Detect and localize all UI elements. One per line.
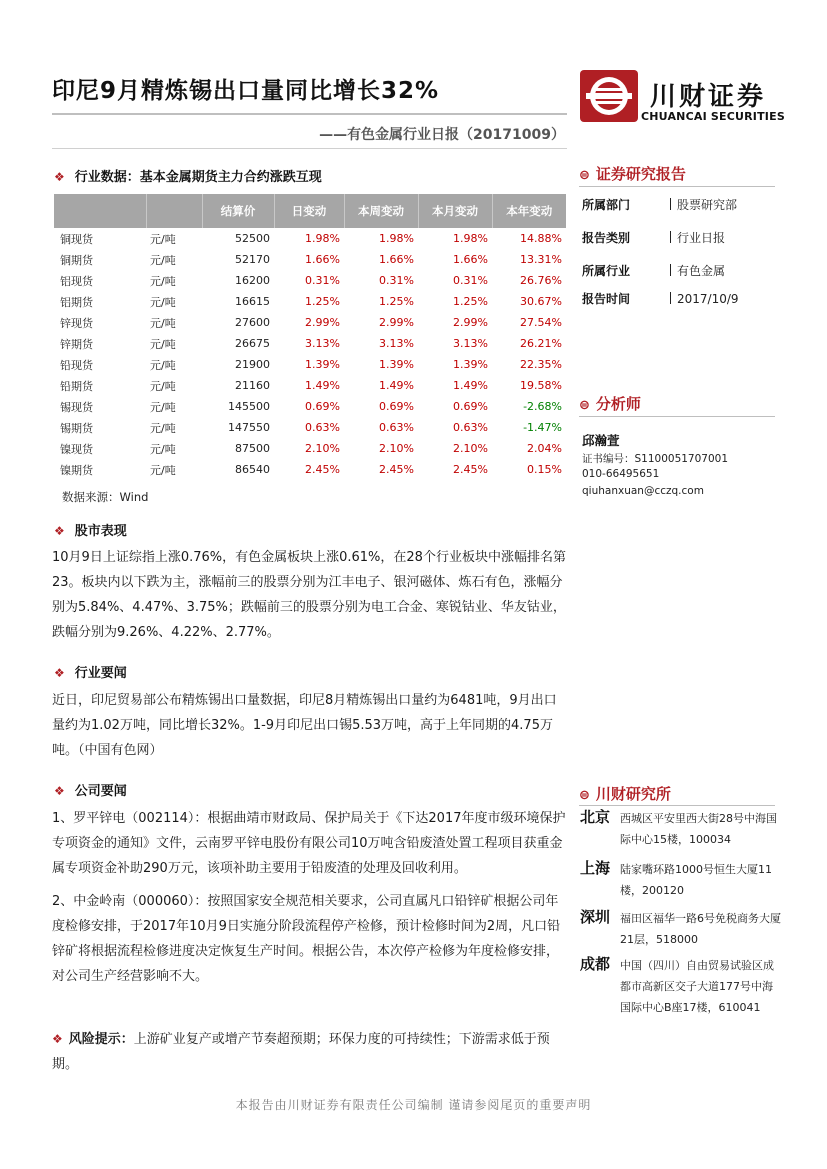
- sidebar-institute-head: [579, 783, 671, 804]
- sidebar-head-label: 川财研究所: [595, 785, 671, 803]
- row-name: 锌现货: [60, 316, 93, 330]
- diamond-bullet-icon: ❖: [54, 524, 65, 538]
- row-day-change: 1.49%: [305, 379, 340, 392]
- row-month-change: 1.66%: [453, 253, 488, 266]
- row-week-change: 0.31%: [379, 274, 414, 287]
- diamond-bullet-icon: ❖: [54, 666, 65, 680]
- row-day-change: 3.13%: [305, 337, 340, 350]
- row-price: 147550: [228, 421, 270, 434]
- row-day-change: 2.10%: [305, 442, 340, 455]
- row-year-change: -2.68%: [523, 400, 562, 413]
- section-title: 行业要闻: [74, 666, 127, 681]
- table-row: [54, 417, 566, 438]
- paragraph-text: 近日，印尼贸易部公布精炼锡出口量数据，印尼8月精炼锡出口量约为6481吨，9月出口量约为1.02万吨，同比增长32%。1-9月印尼出口锡5.53万吨，高于上年同期的4.75万吨。（中国有色网）: [52, 693, 557, 758]
- row-week-change: 1.98%: [379, 232, 414, 245]
- industry-news-paragraph: [52, 688, 567, 767]
- row-day-change: 0.69%: [305, 400, 340, 413]
- row-week-change: 1.49%: [379, 379, 414, 392]
- report-badge-icon: ⊜: [579, 788, 590, 803]
- report-badge-icon: ⊜: [579, 398, 590, 413]
- row-week-change: 0.63%: [379, 421, 414, 434]
- col-header: [54, 194, 146, 228]
- company-news-item: 1、罗平锌电（002114）：根据曲靖市财政局、保护局关于《下达2017年度市级环境保护专项资金的通知》文件，云南罗平锌电股份有限公司10万吨含铅废渣处置工程项目获重金属专项资金补助290万元，该项补助主要用于铅废渣的处理及回收利用。: [52, 811, 566, 876]
- col-header-week: 本周变动: [344, 194, 418, 228]
- table-row: [54, 291, 566, 312]
- row-unit: 元/吨: [150, 421, 176, 435]
- meta-label: 报告类别: [582, 231, 631, 245]
- row-year-change: -1.47%: [523, 421, 562, 434]
- row-price: 52500: [235, 232, 270, 245]
- row-price: 86540: [235, 463, 270, 476]
- row-name: 铅现货: [60, 358, 93, 372]
- row-year-change: 22.35%: [520, 358, 562, 371]
- subtitle-divider: [52, 148, 567, 149]
- col-header-month: 本月变动: [418, 194, 492, 228]
- section-title: 公司要闻: [74, 784, 127, 799]
- meta-label: 报告时间: [582, 292, 631, 306]
- risk-warning: [52, 1027, 567, 1081]
- row-price: 52170: [235, 253, 270, 266]
- table-row: [54, 333, 566, 354]
- row-month-change: 0.63%: [453, 421, 488, 434]
- row-unit: 元/吨: [150, 232, 176, 246]
- row-name: 锡现货: [60, 400, 93, 414]
- row-week-change: 1.25%: [379, 295, 414, 308]
- row-year-change: 26.76%: [520, 274, 562, 287]
- row-month-change: 0.31%: [453, 274, 488, 287]
- row-unit: 元/吨: [150, 442, 176, 456]
- row-name: 铅期货: [60, 379, 93, 393]
- row-price: 21160: [235, 379, 270, 392]
- table-row: [54, 396, 566, 417]
- row-price: 87500: [235, 442, 270, 455]
- office-address: 西城区平安里西大街28号中海国际中心15楼，100034: [620, 812, 777, 846]
- col-header-year: 本年变动: [492, 194, 566, 228]
- office-address: 中国（四川）自由贸易试验区成都市高新区交子大道177号中海国际中心B座17楼，610041: [620, 959, 774, 1014]
- company-news-paragraphs: [52, 806, 567, 993]
- row-name: 锌期货: [60, 337, 93, 351]
- row-day-change: 1.66%: [305, 253, 340, 266]
- row-year-change: 2.04%: [527, 442, 562, 455]
- row-name: 铜期货: [60, 253, 93, 267]
- brand-name-cn: 川财证券: [650, 82, 767, 112]
- section-industry-data: [54, 166, 322, 185]
- page-footer: 本报告由川财证券有限责任公司编制 谨请参阅尾页的重要声明: [235, 1098, 592, 1112]
- row-month-change: 2.10%: [453, 442, 488, 455]
- row-price: 16615: [235, 295, 270, 308]
- meta-label: 所属行业: [582, 264, 631, 278]
- row-unit: 元/吨: [150, 274, 176, 288]
- row-month-change: 1.49%: [453, 379, 488, 392]
- table-row: [54, 312, 566, 333]
- section-stock-market: [54, 520, 127, 539]
- row-month-change: 1.39%: [453, 358, 488, 371]
- row-week-change: 0.69%: [379, 400, 414, 413]
- col-header-day: 日变动: [274, 194, 344, 228]
- row-price: 26675: [235, 337, 270, 350]
- row-unit: 元/吨: [150, 253, 176, 267]
- diamond-bullet-icon: ❖: [54, 784, 65, 798]
- row-name: 铝期货: [60, 295, 93, 309]
- section-label: 行业数据：: [74, 170, 140, 185]
- row-year-change: 27.54%: [520, 316, 562, 329]
- report-title: 印尼9月精炼锡出口量同比增长32%: [52, 78, 440, 104]
- row-unit: 元/吨: [150, 463, 176, 477]
- table-row: [54, 270, 566, 291]
- table-row: [54, 438, 566, 459]
- section-industry-news: [54, 662, 127, 681]
- section-title: 股市表现: [74, 524, 127, 539]
- office-address: 福田区福华一路6号免税商务大厦21层，518000: [620, 912, 781, 946]
- row-name: 铜现货: [60, 232, 93, 246]
- row-week-change: 3.13%: [379, 337, 414, 350]
- sidebar-head-label: 分析师: [595, 395, 641, 413]
- row-year-change: 26.21%: [520, 337, 562, 350]
- table-row: [54, 375, 566, 396]
- row-week-change: 2.10%: [379, 442, 414, 455]
- analyst-phone: 010-66495651: [582, 468, 660, 480]
- sidebar-analyst-head: [579, 393, 641, 414]
- risk-label: 风险提示：: [68, 1032, 134, 1047]
- risk-text: 上游矿业复产或增产节奏超预期；环保力度的可持续性；下游需求低于预期。: [52, 1032, 550, 1072]
- section-company-news: [54, 780, 127, 799]
- col-header: [146, 194, 202, 228]
- stock-market-paragraph: [52, 545, 567, 649]
- row-price: 27600: [235, 316, 270, 329]
- row-year-change: 19.58%: [520, 379, 562, 392]
- row-month-change: 2.45%: [453, 463, 488, 476]
- brand-name-en: CHUANCAI SECURITIES: [641, 110, 785, 123]
- table-row: [54, 459, 566, 480]
- row-year-change: 14.88%: [520, 232, 562, 245]
- meta-value: 股票研究部: [670, 198, 737, 212]
- row-unit: 元/吨: [150, 400, 176, 414]
- data-source: 数据来源：Wind: [62, 490, 149, 504]
- report-badge-icon: ⊜: [579, 168, 590, 183]
- diamond-bullet-icon: ❖: [52, 1032, 63, 1046]
- row-price: 145500: [228, 400, 270, 413]
- row-year-change: 13.31%: [520, 253, 562, 266]
- sidebar-divider: [579, 186, 775, 187]
- row-month-change: 0.69%: [453, 400, 488, 413]
- row-unit: 元/吨: [150, 358, 176, 372]
- row-month-change: 1.98%: [453, 232, 488, 245]
- report-subtitle: ——有色金属行业日报（20171009）: [319, 127, 565, 143]
- office-city: 深圳: [580, 908, 611, 926]
- meta-value: 行业日报: [670, 231, 725, 245]
- table-row: [54, 249, 566, 270]
- row-day-change: 1.25%: [305, 295, 340, 308]
- analyst-name: 邱瀚萱: [582, 433, 620, 448]
- row-day-change: 0.63%: [305, 421, 340, 434]
- office-address: 陆家嘴环路1000号恒生大厦11楼，200120: [620, 863, 772, 897]
- meta-industry: [582, 262, 725, 279]
- sidebar-report-head: [579, 163, 686, 184]
- row-year-change: 0.15%: [527, 463, 562, 476]
- col-header-price: 结算价: [202, 194, 274, 228]
- analyst-cert: 证书编号：S1100051707001: [582, 453, 729, 465]
- row-week-change: 2.99%: [379, 316, 414, 329]
- meta-category: [582, 229, 725, 246]
- analyst-email[interactable]: qiuhanxuan@cczq.com: [582, 485, 704, 497]
- row-month-change: 2.99%: [453, 316, 488, 329]
- row-week-change: 1.39%: [379, 358, 414, 371]
- row-name: 镍现货: [60, 442, 93, 456]
- row-unit: 元/吨: [150, 316, 176, 330]
- office-city: 上海: [580, 859, 611, 877]
- paragraph-text: 10月9日上证综指上涨0.76%，有色金属板块上涨0.61%，在28个行业板块中涨幅排名第23。板块内以下跌为主，涨幅前三的股票分别为江丰电子、银河磁体、炼石有色，涨幅分别为5.84%、4.47%、3.75%；跌幅前三的股票分别为电工合金、寒锐钴业、华友钴业，跌幅分别为9.26%、4.22%、2.77%。: [52, 550, 566, 640]
- row-name: 镍期货: [60, 463, 93, 477]
- meta-value: 有色金属: [670, 264, 725, 278]
- chuancai-logo-icon: [580, 70, 638, 122]
- table-row: [54, 228, 566, 249]
- row-unit: 元/吨: [150, 379, 176, 393]
- row-week-change: 2.45%: [379, 463, 414, 476]
- sidebar-divider: [579, 416, 775, 417]
- meta-label: 所属部门: [582, 198, 631, 212]
- company-news-item: 2、中金岭南（000060）：按照国家安全规范相关要求，公司直属凡口铅锌矿根据公司年度检修安排，于2017年10月9日实施分阶段流程停产检修，预计检修时间为2周，凡口铅锌矿将根据流程检修进度决定恢复生产时间。根据公告，本次停产检修为年度检修安排，对公司生产经营影响不大。: [52, 894, 561, 984]
- row-unit: 元/吨: [150, 295, 176, 309]
- row-day-change: 2.45%: [305, 463, 340, 476]
- meta-value: 2017/10/9: [670, 292, 739, 306]
- row-year-change: 30.67%: [520, 295, 562, 308]
- title-divider: [52, 113, 567, 115]
- row-unit: 元/吨: [150, 337, 176, 351]
- row-month-change: 3.13%: [453, 337, 488, 350]
- table-header-row: [54, 194, 566, 228]
- row-day-change: 2.99%: [305, 316, 340, 329]
- sidebar-head-label: 证券研究报告: [595, 165, 686, 183]
- row-week-change: 1.66%: [379, 253, 414, 266]
- row-day-change: 1.98%: [305, 232, 340, 245]
- row-name: 铝现货: [60, 274, 93, 288]
- row-day-change: 0.31%: [305, 274, 340, 287]
- section-title: 基本金属期货主力合约涨跌互现: [139, 170, 322, 185]
- meta-department: [582, 196, 737, 213]
- diamond-bullet-icon: ❖: [54, 170, 65, 184]
- row-price: 16200: [235, 274, 270, 287]
- row-day-change: 1.39%: [305, 358, 340, 371]
- meta-date: [582, 290, 739, 307]
- table-row: [54, 354, 566, 375]
- row-price: 21900: [235, 358, 270, 371]
- row-month-change: 1.25%: [453, 295, 488, 308]
- office-city: 成都: [580, 955, 611, 973]
- row-name: 锡期货: [60, 421, 93, 435]
- metals-price-table: [54, 194, 566, 480]
- office-city: 北京: [580, 808, 611, 826]
